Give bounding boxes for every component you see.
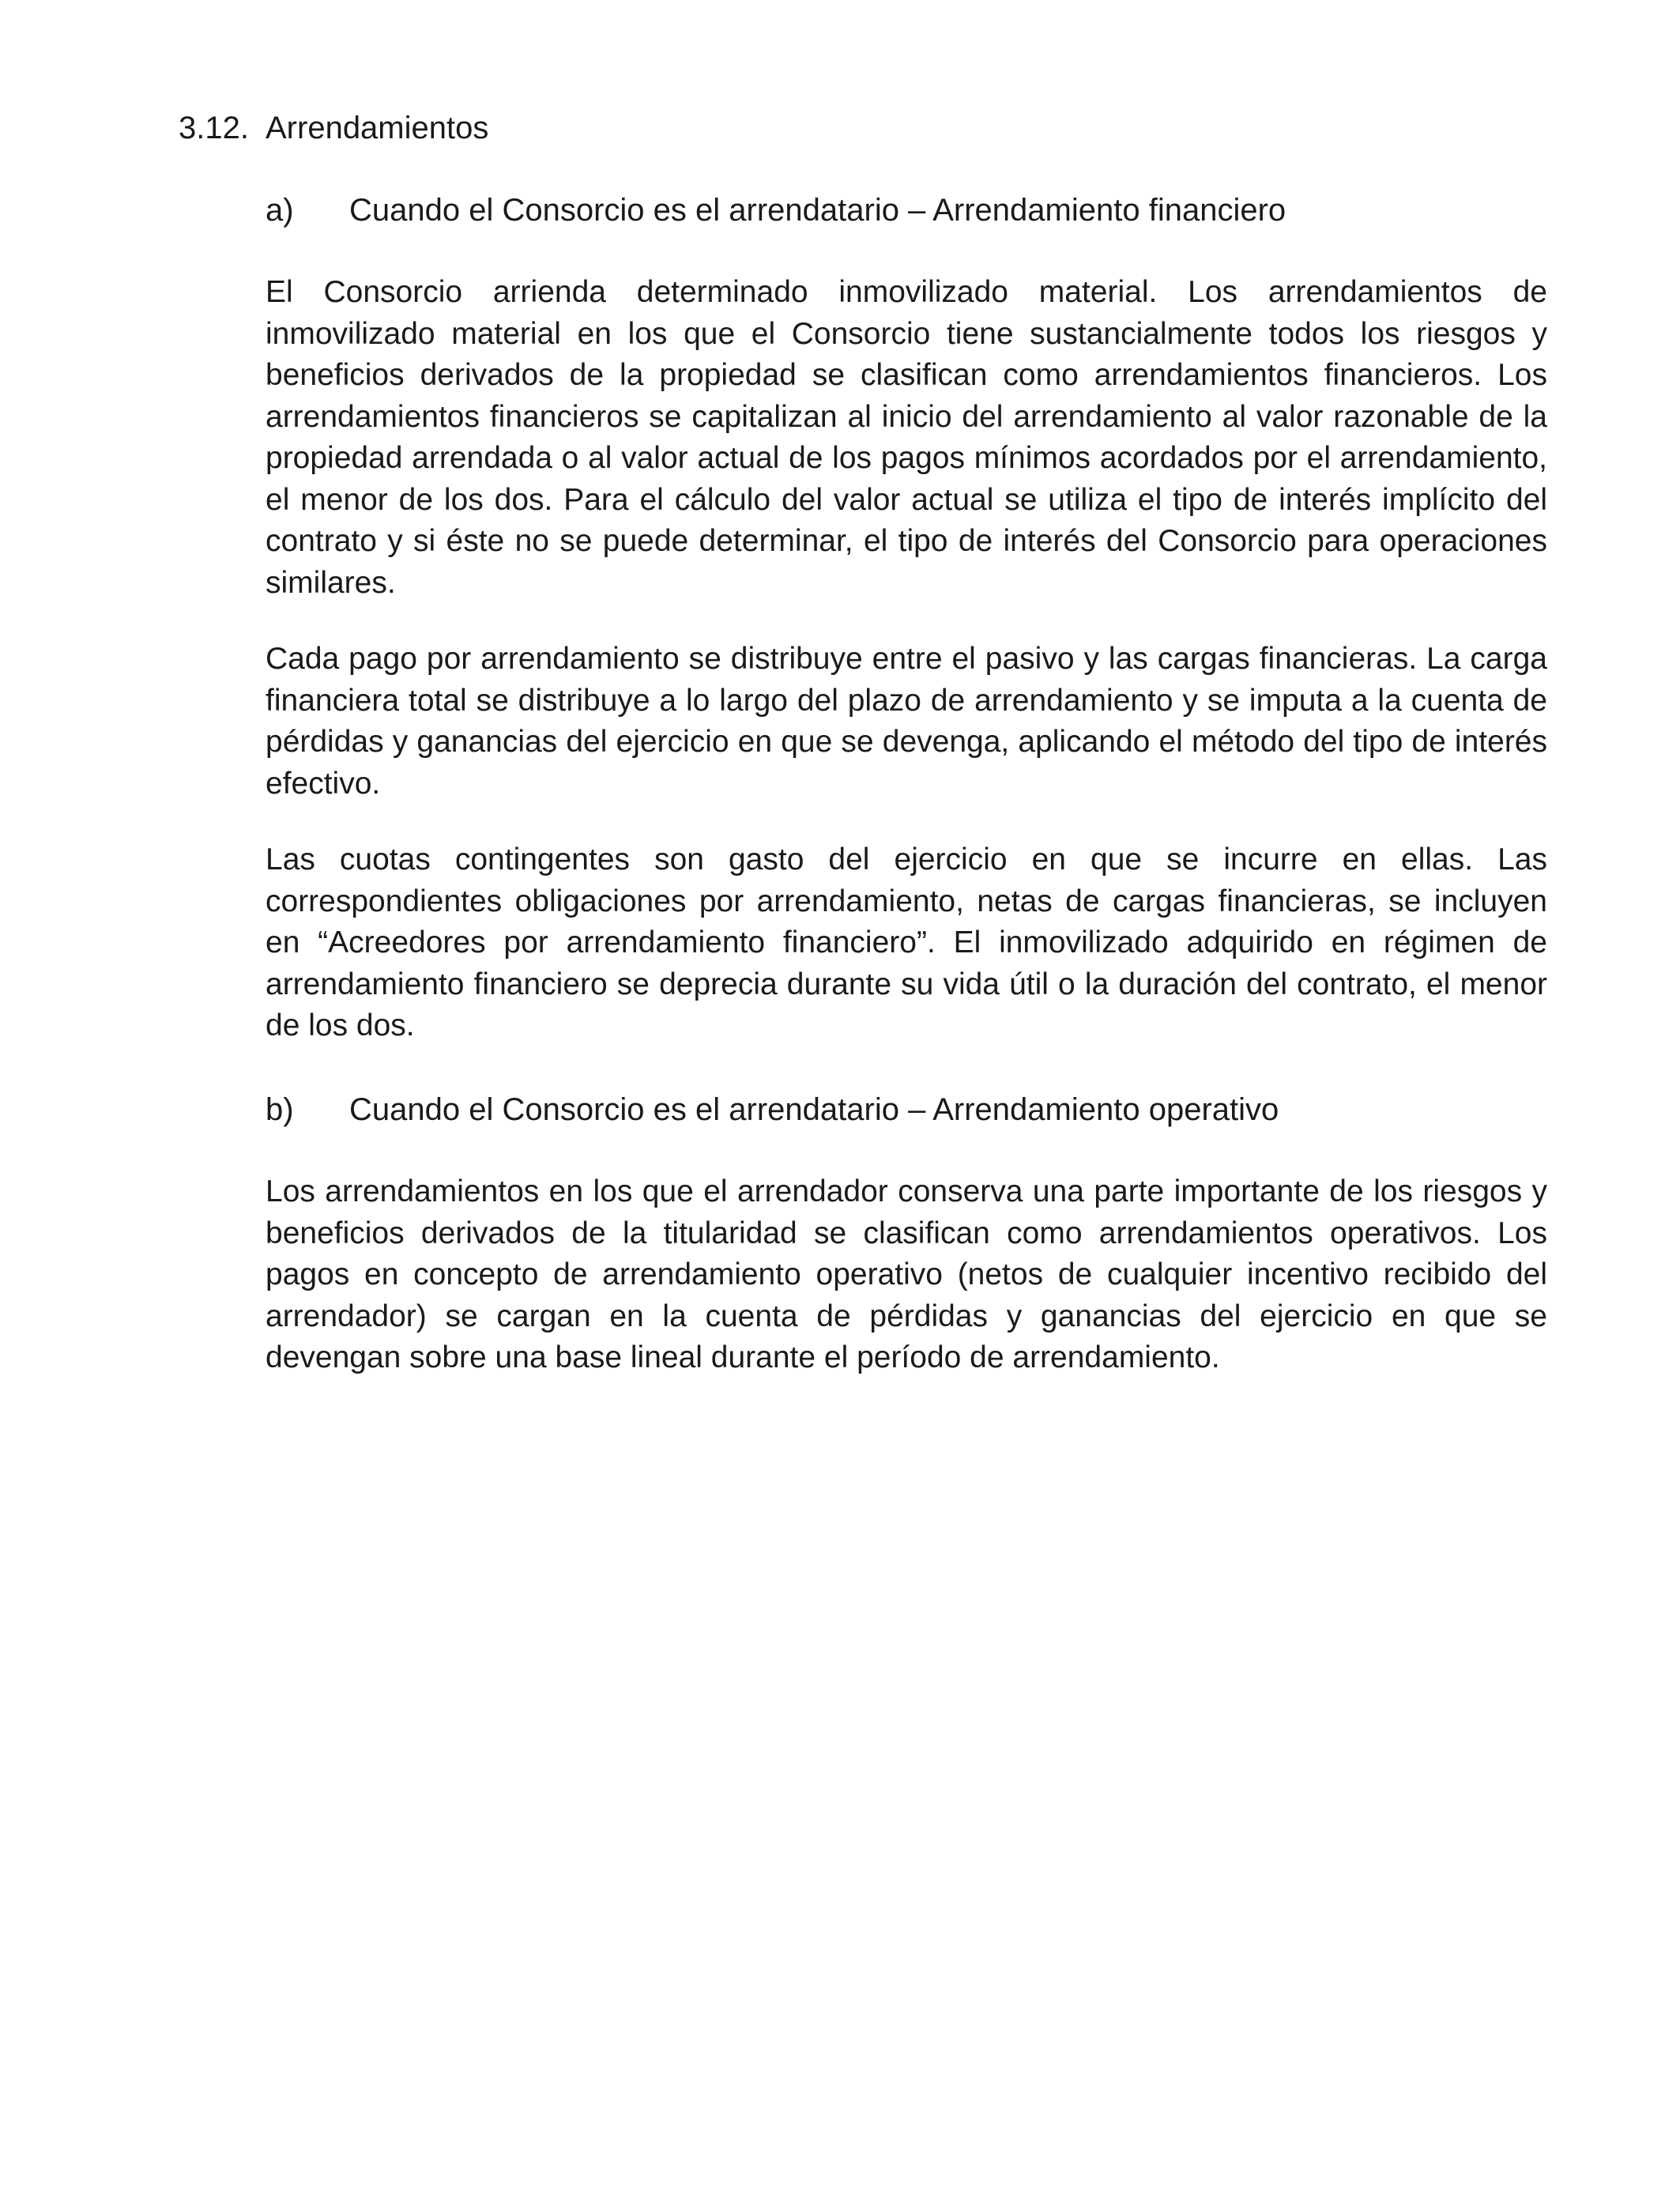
- subsection-a-title: Cuando el Consorcio es el arrendatario – Arrendamiento financiero: [349, 193, 1286, 228]
- paragraph-contingent-fees: Las cuotas contingentes son gasto del ejercicio en que se incurre en ellas. Las correspondientes obligaciones por arrendamiento, netas de cargas financieras, se incluyen en “Acreedores por arrendamiento financiero”. El inmovilizado adquirido en régimen de arrendamiento financiero se deprecia durante su vida útil o la duración del contrato, el menor de los dos.: [266, 843, 1547, 1042]
- section-heading: [179, 107, 488, 149]
- paragraph-finance-lease-payments: Cada pago por arrendamiento se distribuye entre el pasivo y las cargas financieras. La carga financiera total se distribuye a lo largo del plazo de arrendamiento y se imputa a la cuenta de pérdidas y ganancias del ejercicio en que se devenga, aplicando el método del tipo de interés efectivo.: [266, 642, 1547, 801]
- section-title: Arrendamientos: [266, 111, 489, 145]
- subsection-a-marker: a): [266, 193, 294, 228]
- subsection-b-title: Cuando el Consorcio es el arrendatario – Arrendamiento operativo: [349, 1092, 1279, 1127]
- subsection-b-heading: [266, 1089, 1279, 1130]
- subsection-a-heading: [266, 190, 1286, 231]
- paragraph-operating-lease: Los arrendamientos en los que el arrendador conserva una parte importante de los riesgos y beneficios derivados de la titularidad se clasifican como arrendamientos operativos. Los pagos en concepto de arrendamiento operativo (netos de cualquier incentivo recibido del arrendador) se cargan en la cuenta de pérdidas y ganancias del ejercicio en que se devengan sobre una base lineal durante el período de arrendamiento.: [266, 1174, 1547, 1374]
- paragraph-finance-lease-intro: El Consorcio arrienda determinado inmovilizado material. Los arrendamientos de inmovilizado material en los que el Consorcio tiene sustancialmente todos los riesgos y beneficios derivados de la propiedad se clasifican como arrendamientos financieros. Los arrendamientos financieros se capitalizan al inicio del arrendamiento al valor razonable de la propiedad arrendada o al valor actual de los pagos mínimos acordados por el arrendamiento, el menor de los dos. Para el cálculo del valor actual se utiliza el tipo de interés implícito del contrato y si éste no se puede determinar, el tipo de interés del Consorcio para operaciones similares.: [266, 275, 1547, 600]
- subsection-b-marker: b): [266, 1092, 294, 1127]
- section-number: 3.12.: [179, 111, 249, 145]
